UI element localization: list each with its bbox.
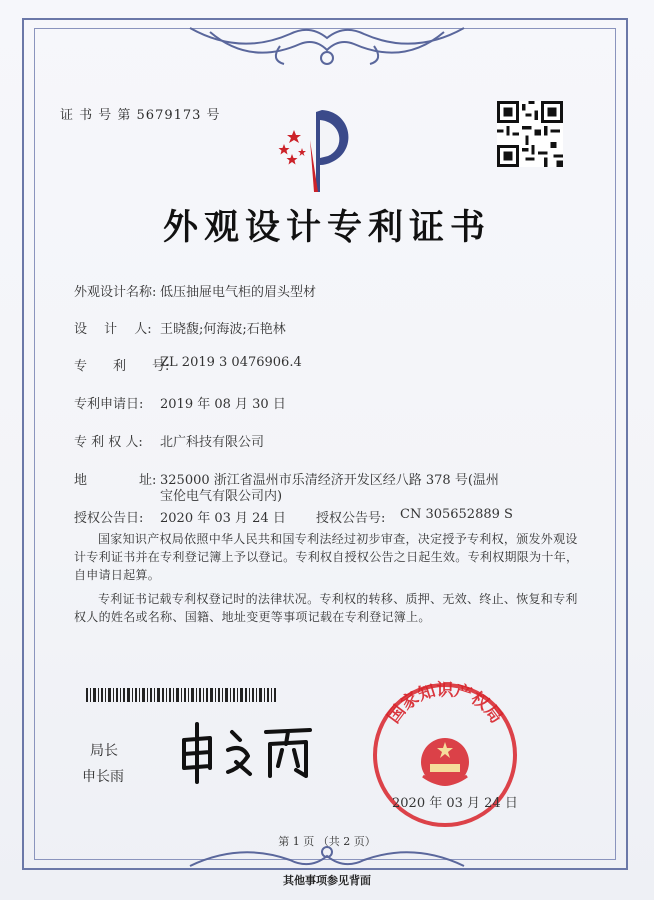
grant-date-label: 授权公告日: [74, 511, 144, 526]
designer-label: 设 计 人: [74, 322, 152, 337]
qr-code-icon [497, 101, 563, 167]
seal-date: 2020 年 03 月 24 日 [392, 796, 518, 811]
patent-number-label: 专 利 号: [74, 359, 170, 374]
svg-text:国家知识产权局: 国家知识产权局 [383, 680, 507, 728]
grant-number-value: CN 305652889 S [400, 507, 513, 522]
director-title: 局长 [90, 743, 118, 759]
designer-value: 王晓馥;何海波;石艳林 [160, 322, 286, 337]
address-label: 地 址: [74, 473, 157, 488]
top-ornament [180, 16, 474, 76]
page-number: 第 1 页 （共 2 页） [278, 835, 376, 848]
certificate-title: 外观设计专利证书 [162, 207, 491, 248]
grant-date-value: 2020 年 03 月 24 日 [160, 511, 286, 526]
statement-paragraph-1: 国家知识产权局依照中华人民共和国专利法经过初步审查，决定授予专利权，颁发外观设计专利证书并在专利登记簿上予以登记。专利权自授权公告之日起生效。专利权期限为十年，自申请日起算。 [74, 532, 579, 582]
design-name-label: 外观设计名称: [74, 285, 157, 300]
footer-note: 其他事项参见背面 [283, 874, 371, 887]
design-name-value: 低压抽屉电气柜的眉头型材 [160, 285, 317, 300]
director-name: 申长雨 [82, 769, 124, 785]
certificate-number: 证 书 号 第 5679173 号 [60, 108, 221, 123]
patent-office-logo [270, 100, 366, 196]
grant-number-label: 授权公告号: [316, 511, 386, 526]
patentee-value: 北广科技有限公司 [160, 435, 265, 450]
patent-number-value: ZL 2019 3 0476906.4 [160, 355, 302, 370]
filing-date-label: 专利申请日: [74, 397, 144, 412]
barcode-icon [86, 688, 276, 702]
patentee-label: 专 利 权 人: [74, 435, 143, 450]
statement-paragraph-2: 专利证书记载专利权登记时的法律状况。专利权的转移、质押、无效、终止、恢复和专利权人的姓名或名称、国籍、地址变更等事项记载在专利登记簿上。 [74, 592, 578, 624]
filing-date-value: 2019 年 08 月 30 日 [160, 397, 286, 412]
director-signature [170, 710, 320, 790]
address-value-line2: 宝伦电气有限公司内) [160, 489, 283, 504]
address-value-line1: 325000 浙江省温州市乐清经济开发区经八路 378 号(温州 [160, 473, 499, 488]
